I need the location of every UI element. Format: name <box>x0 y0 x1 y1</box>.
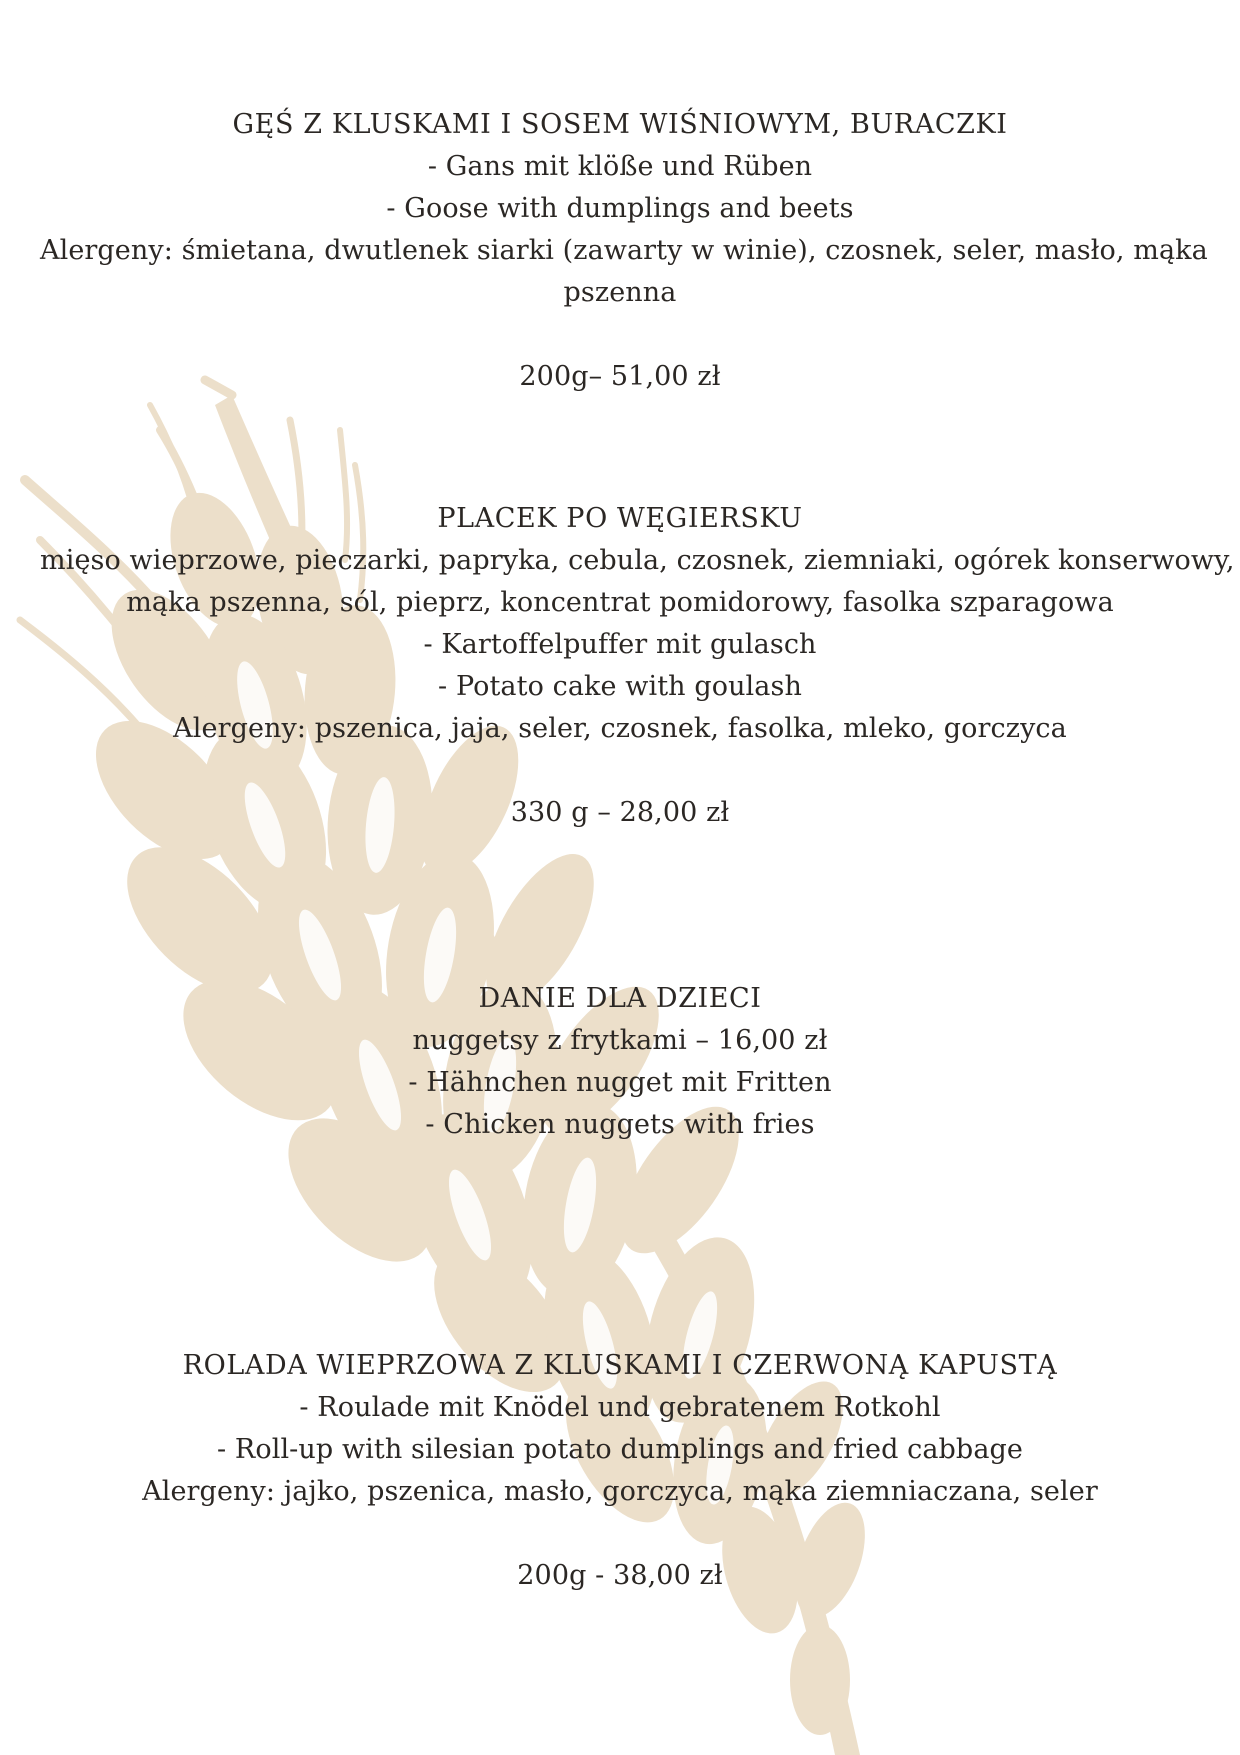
dish-german: - Kartoffelpuffer mit gulasch <box>423 629 817 660</box>
dish-english: - Potato cake with goulash <box>438 671 802 702</box>
dish-title: PLACEK PO WĘGIERSKU <box>437 503 803 534</box>
dish-price: 200g - 38,00 zł <box>517 1560 723 1591</box>
dish-title: ROLADA WIEPRZOWA Z KLUSKAMI I CZERWONĄ KAPUSTĄ <box>182 1350 1058 1381</box>
dish-english: - Chicken nuggets with fries <box>425 1109 815 1140</box>
dish-allergens: Alergeny: jajko, pszenica, masło, gorczyca, mąka ziemniaczana, seler <box>142 1476 1098 1507</box>
dish-allergens: Alergeny: śmietana, dwutlenek siarki (zawarty w winie), czosnek, seler, masło, mąka <box>40 235 1208 266</box>
dish-title: DANIE DLA DZIECI <box>478 983 762 1014</box>
dish-subtitle-price: nuggetsy z frytkami – 16,00 zł <box>412 1025 828 1056</box>
dish-english: - Roll-up with silesian potato dumplings and fried cabbage <box>217 1434 1023 1465</box>
dish-ingredients: mięso wieprzowe, pieczarki, papryka, cebula, czosnek, ziemniaki, ogórek konserwowy, <box>40 545 1235 576</box>
dish-ingredients-cont: mąka pszenna, sól, pieprz, koncentrat pomidorowy, fasolka szparagowa <box>126 587 1114 618</box>
dish-title: GĘŚ Z KLUSKAMI I SOSEM WIŚNIOWYM, BURACZKI <box>232 109 1008 140</box>
dish-german: - Roulade mit Knödel und gebratenem Rotkohl <box>299 1392 941 1423</box>
dish-price: 330 g – 28,00 zł <box>510 797 730 828</box>
dish-allergens: Alergeny: pszenica, jaja, seler, czosnek, fasolka, mleko, gorczyca <box>173 713 1067 744</box>
dish-german: - Gans mit klöße und Rüben <box>427 151 813 182</box>
dish-allergens-cont: pszenna <box>563 277 677 308</box>
dish-english: - Goose with dumplings and beets <box>386 193 854 224</box>
dish-german: - Hähnchen nugget mit Fritten <box>408 1067 832 1098</box>
dish-price: 200g– 51,00 zł <box>519 361 721 392</box>
